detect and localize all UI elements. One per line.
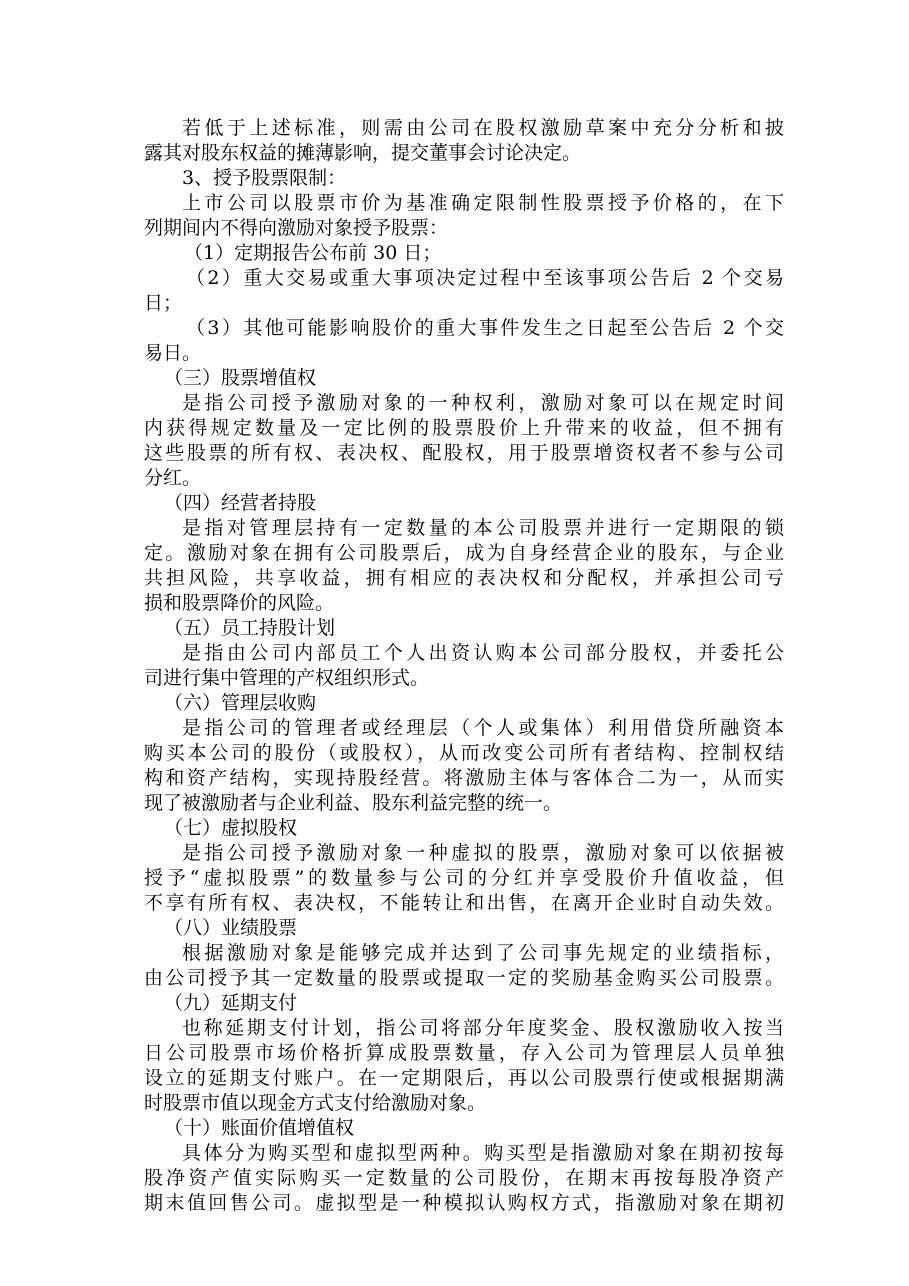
text-line: 内获得规定数量及一定比例的股票股价上升带来的收益，但不拥有 xyxy=(144,417,784,439)
list-item: （2）重大交易或重大事项决定过程中至该事项公告后 2 个交易 xyxy=(186,267,784,289)
text-line: 构和资产结构，实现持股经营。将激励主体与客体合二为一，从而实 xyxy=(144,767,784,789)
text-line: 是指对管理层持有一定数量的本公司股票并进行一定期限的锁 xyxy=(182,517,784,539)
text-line: 日公司股票市场价格折算成股票数量，存入公司为管理层人员单独 xyxy=(144,1042,784,1064)
text-line: 由公司授予其一定数量的股票或提取一定的奖励基金购买公司股票。 xyxy=(144,967,784,989)
list-item: （3）其他可能影响股价的重大事件发生之日起至公告后 2 个交 xyxy=(186,317,784,339)
text-line: 股净资产值实际购买一定数量的公司股份，在期末再按每股净资产 xyxy=(144,1167,784,1189)
text-line: 分红。 xyxy=(144,467,202,489)
text-line: 这些股票的所有权、表决权、配股权，用于股票增资权者不参与公司 xyxy=(144,442,784,464)
section-heading: （四）经营者持股 xyxy=(164,492,317,514)
list-item: （1）定期报告公布前 30 日； xyxy=(184,242,442,264)
text-line: 损和股票降价的风险。 xyxy=(144,592,335,614)
text-line: 定。激励对象在拥有公司股票后，成为自身经营企业的股东，与企业 xyxy=(144,542,784,564)
section-heading: （五）员工持股计划 xyxy=(164,617,336,639)
section-heading: 3、授予股票限制： xyxy=(182,167,347,189)
text-line: 现了被激励者与企业利益、股东利益完整的统一。 xyxy=(144,792,563,814)
text-line: 若低于上述标准，则需由公司在股权激励草案中充分分析和披 xyxy=(182,117,784,139)
text-line: 是指公司的管理者或经理层（个人或集体）利用借贷所融资本 xyxy=(182,717,784,739)
text-line: 也称延期支付计划，指公司将部分年度奖金、股权激励收入按当 xyxy=(182,1017,784,1039)
section-heading: （九）延期支付 xyxy=(164,992,298,1014)
text-line: 根据激励对象是能够完成并达到了公司事先规定的业绩指标， xyxy=(182,942,784,964)
text-line: 设立的延期支付账户。在一定期限后，再以公司股票行使或根据期满 xyxy=(144,1067,784,1089)
text-line: 时股票市值以现金方式支付给激励对象。 xyxy=(144,1092,487,1114)
text-line: 易日。 xyxy=(144,342,202,364)
text-line: 列期间内不得向激励对象授予股票： xyxy=(144,217,449,239)
text-line: 是指公司授予激励对象的一种权利，激励对象可以在规定时间 xyxy=(182,392,784,414)
section-heading: （三）股票增值权 xyxy=(164,367,317,389)
section-heading: （十）账面价值增值权 xyxy=(164,1117,355,1139)
text-line: 不享有所有权、表决权，不能转让和出售，在离开企业时自动失效。 xyxy=(144,892,784,914)
text-line: 共担风险，共享收益，拥有相应的表决权和分配权，并承担公司亏 xyxy=(144,567,784,589)
text-line: 期末值回售公司。虚拟型是一种模拟认购权方式，指激励对象在期初 xyxy=(144,1192,784,1214)
text-line: 司进行集中管理的产权组织形式。 xyxy=(144,667,430,689)
section-heading: （七）虚拟股权 xyxy=(164,817,298,839)
section-heading: （八）业绩股票 xyxy=(164,917,298,939)
text-line: 日； xyxy=(144,292,183,314)
document-body xyxy=(144,116,784,1216)
section-heading: （六）管理层收购 xyxy=(164,692,317,714)
text-line: 是指公司授予激励对象一种虚拟的股票，激励对象可以依据被 xyxy=(182,842,784,864)
text-line: 是指由公司内部员工个人出资认购本公司部分股权，并委托公 xyxy=(182,642,784,664)
text-line: 露其对股东权益的摊薄影响，提交董事会讨论决定。 xyxy=(144,142,582,164)
text-line: 上市公司以股票市价为基准确定限制性股票授予价格的，在下 xyxy=(182,192,784,214)
text-line: 授予“虚拟股票”的数量参与公司的分红并享受股价升值收益，但 xyxy=(144,867,784,889)
text-line: 购买本公司的股份（或股权），从而改变公司所有者结构、控制权结 xyxy=(144,742,784,764)
text-line: 具体分为购买型和虚拟型两种。购买型是指激励对象在期初按每 xyxy=(182,1142,784,1164)
